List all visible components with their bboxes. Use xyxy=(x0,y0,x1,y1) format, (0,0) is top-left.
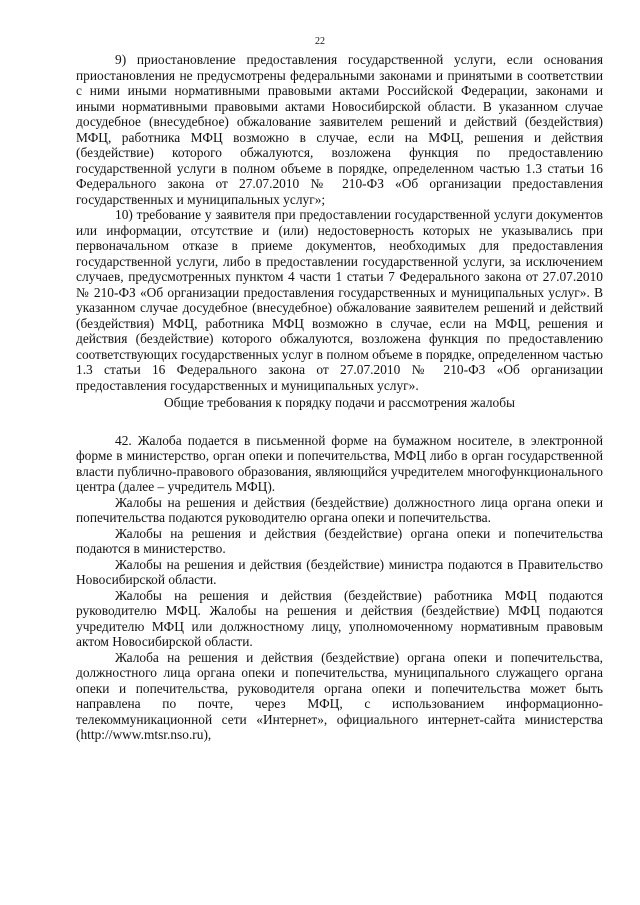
paragraph-complaints-mfc: Жалобы на решения и действия (бездействие) работника МФЦ подаются руководителю МФЦ. Жалобы на решения и действия (бездействие) МФЦ подаются учредителю МФЦ или должностному лицу, уполномоченному нормативным правовым актом Новосибирской области. xyxy=(76,587,603,649)
paragraph-item-10: 10) требование у заявителя при предоставлении государственной услуги документов или информации, отсутствие и (или) недостоверность которых не указывались при первоначальном отказе в приеме документов, необходимых для предоставления государственной услуги, либо в предоставлении государственной услуги, за исключением случаев, предусмотренных пунктом 4 части 1 статьи 7 Федерального закона от 27.07.2010 № 210-ФЗ «Об организации предоставления государственных и муниципальных услуг». В указанном случае досудебное (внесудебное) обжалование заявителем решений и действий (бездействия) МФЦ, работника МФЦ возможно в случае, если на МФЦ, решения и действия (бездействие) которого обжалуются, возложена функция по предоставлению соответствующих государственных услуг в полном объеме в порядке, определенном частью 1.3 статьи 16 Федерального закона от 27.07.2010 № 210-ФЗ «Об организации предоставления государственных и муниципальных услуг». xyxy=(76,207,603,393)
document-body xyxy=(76,52,603,743)
section-heading: Общие требования к порядку подачи и рассмотрения жалобы xyxy=(163,395,516,410)
paragraph-item-9: 9) приостановление предоставления государственной услуги, если основания приостановления не предусмотрены федеральными законами и принятыми в соответствии с ними иными нормативными правовыми актами Российской Федерации, законами и иными нормативными правовыми актами Новосибирской области. В указанном случае досудебное (внесудебное) обжалование заявителем решений и действий (бездействия) МФЦ, работника МФЦ возможно в случае, если на МФЦ, решения и действия (бездействие) которого обжалуются, возложена функция по предоставлению государственной услуги в полном объеме в порядке, определенном частью 1.3 статьи 16 Федерального закона от 27.07.2010 № 210-ФЗ «Об организации предоставления государственных и муниципальных услуг»; xyxy=(76,52,603,207)
page-number: 22 xyxy=(315,36,325,47)
paragraph-clause-42: 42. Жалоба подается в письменной форме на бумажном носителе, в электронной форме в министерство, орган опеки и попечительства, МФЦ либо в орган государственной власти публично-правового образования, являющийся учредителем многофункционального центра (далее – учредитель МФЦ). xyxy=(76,432,603,494)
paragraph-complaints-authority: Жалобы на решения и действия (бездействие) органа опеки и попечительства подаются в министерство. xyxy=(76,525,603,556)
paragraph-complaints-official: Жалобы на решения и действия (бездействие) должностного лица органа опеки и попечительства подаются руководителю органа опеки и попечительства. xyxy=(76,494,603,525)
paragraph-complaint-submission: Жалоба на решения и действия (бездействие) органа опеки и попечительства, должностного лица органа опеки и попечительства, муниципального служащего органа опеки и попечительства, руководителя органа опеки и попечительства может быть направлена по почте, через МФЦ, с использованием информационно-телекоммуникационной сети «Интернет», официального интернет-сайта министерства (http://www.mtsr.nso.ru), xyxy=(76,649,603,742)
paragraph-complaints-minister: Жалобы на решения и действия (бездействие) министра подаются в Правительство Новосибирской области. xyxy=(76,556,603,587)
